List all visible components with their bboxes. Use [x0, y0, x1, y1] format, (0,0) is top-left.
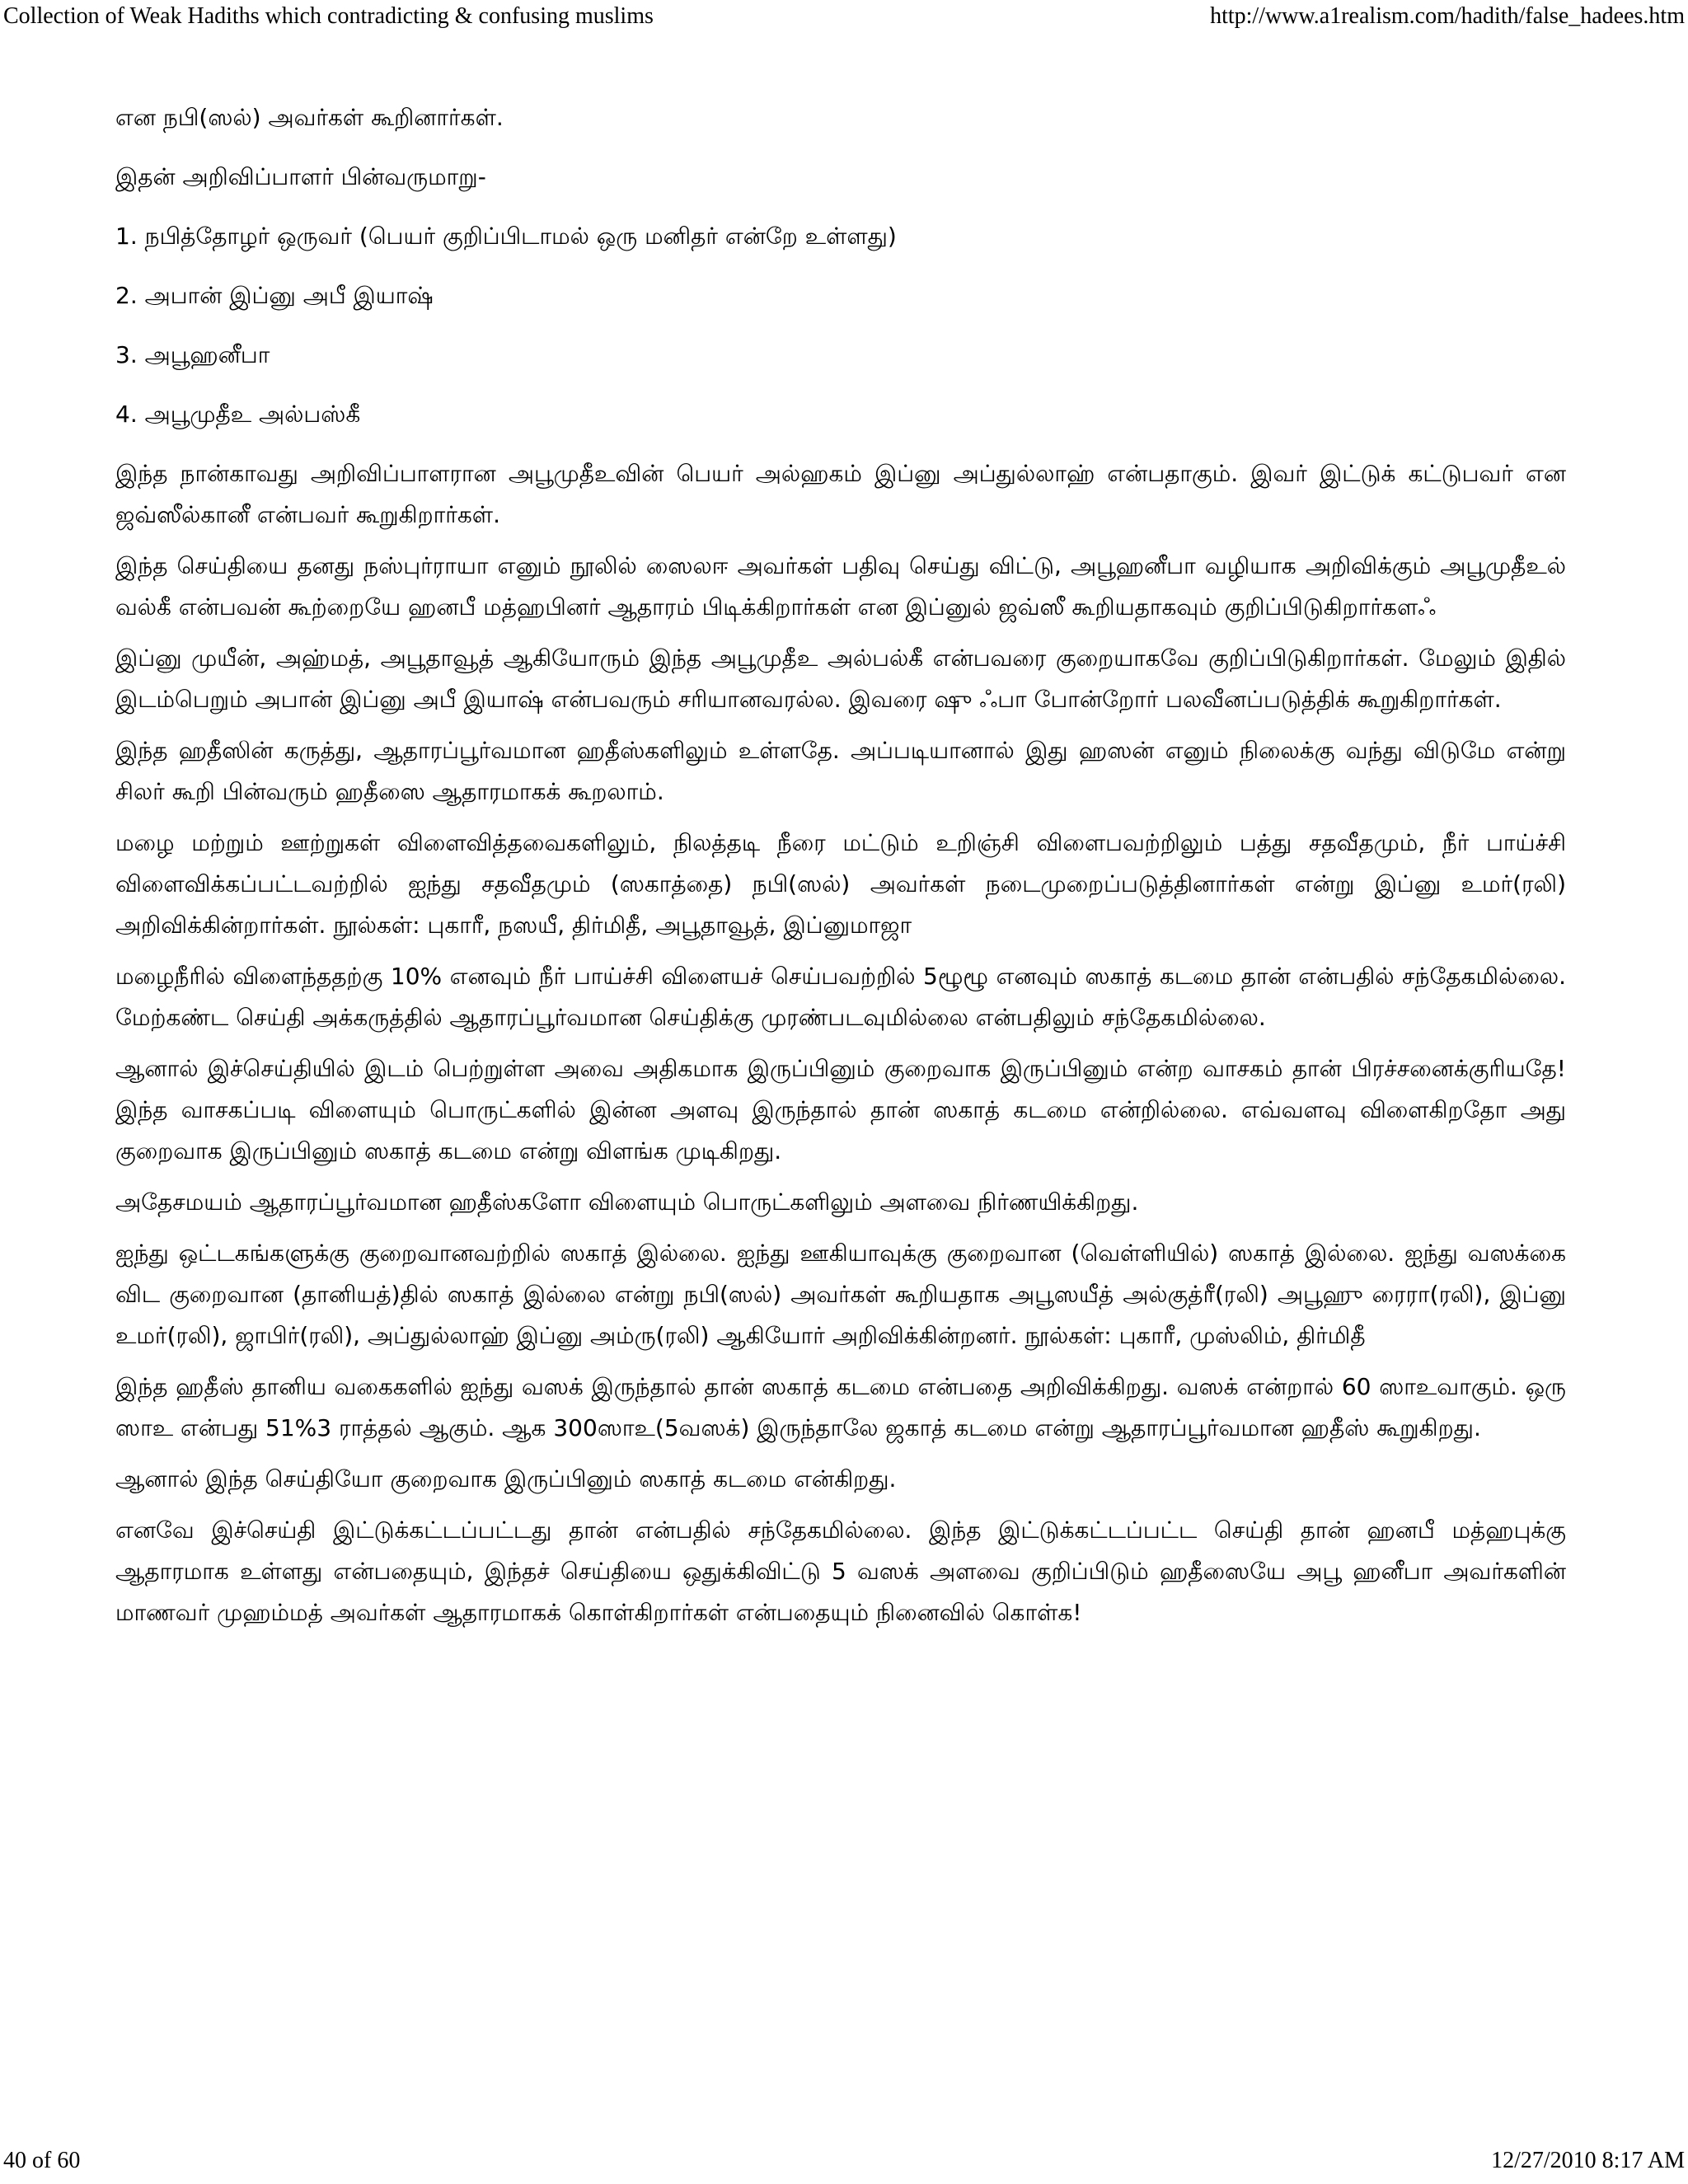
paragraph: ஐந்து ஒட்டகங்களுக்கு குறைவானவற்றில் ஸகாத் இல்லை. ஐந்து ஊகியாவுக்கு குறைவான (வெள்ளியில்) ஸகாத் இல்லை. ஐந்து வஸக்கை விட குறைவான (தானியத்)தில் ஸகாத் இல்லை என்று நபி(ஸல்) அவர்கள் கூறியதாக அபூஸயீத் அல்குத்ரீ(ரலி) அபூஹு ரைரா(ரலி), இப்னு உமர்(ரலி), ஜாபிர்(ரலி), அப்துல்லாஹ் இப்னு அம்ரு(ரலி) ஆகியோர் அறிவிக்கின்றனர். நூல்கள்: புகாரீ, முஸ்லிம், திர்மிதீ [115, 1240, 1566, 1349]
paragraph: அதேசமயம் ஆதாரப்பூர்வமான ஹதீஸ்களோ விளையும் பொருட்களிலும் அளவை நிர்ணயிக்கிறது. [115, 1188, 1139, 1216]
paragraph: இந்த நான்காவது அறிவிப்பாளரான அபூமுதீஉவின் பெயர் அல்ஹகம் இப்னு அப்துல்லாஹ் என்பதாகும். இவர் இட்டுக் கட்டுபவர் என ஜவ்ஸீல்கானீ என்பவர் கூறுகிறார்கள். [115, 460, 1566, 528]
paragraph: இந்த செய்தியை தனது நஸ்புர்ராயா எனும் நூலில் ஸைலஈ அவர்கள் பதிவு செய்து விட்டு, அபூஹனீபா வழியாக அறிவிக்கும் அபூமுதீஉல் வல்கீ என்பவன் கூற்றையே ஹனபீ மத்ஹபினர் ஆதாரம் பிடிக்கிறார்கள் என இப்னுல் ஜவ்ஸீ கூறியதாகவும் குறிப்பிடுகிறார்களஃ [115, 552, 1566, 621]
paragraph: ஆனால் இந்த செய்தியோ குறைவாக இருப்பினும் ஸகாத் கடமை என்கிறது. [115, 1465, 897, 1493]
paragraph: மழை மற்றும் ஊற்றுகள் விளைவித்தவைகளிலும், நிலத்தடி நீரை மட்டும் உறிஞ்சி விளைபவற்றிலும் பத்து சதவீதமும், நீர் பாய்ச்சி விளைவிக்கப்பட்டவற்றில் ஐந்து சதவீதமும் (ஸகாத்தை) நபி(ஸல்) அவர்கள் நடைமுறைப்படுத்தினார்கள் என்று இப்னு உமர்(ரலி) அறிவிக்கின்றார்கள். நூல்கள்: புகாரீ, நஸயீ, திர்மிதீ, அபூதாவூத், இப்னுமாஜா [115, 829, 1566, 939]
page-footer [0, 2148, 1688, 2181]
list-item-narrator-4: 4. அபூமுதீஉ அல்பஸ்கீ [115, 401, 361, 428]
document-url[interactable]: http://www.a1realism.com/hadith/false_hadees.htm [1210, 3, 1685, 29]
list-item-narrator-1: 1. நபித்தோழர் ஒருவர் (பெயர் குறிப்பிடாமல் ஒரு மனிதர் என்றே உள்ளது) [115, 223, 897, 250]
paragraph: இந்த ஹதீஸ் தானிய வகைகளில் ஐந்து வஸக் இருந்தால் தான் ஸகாத் கடமை என்பதை அறிவிக்கிறது. வஸக் என்றால் 60 ஸாஉவாகும். ஒரு ஸாஉ என்பது 51%3 ராத்தல் ஆகும். ஆக 300ஸாஉ(5வஸக்) இருந்தாலே ஜகாத் கடமை என்று ஆதாரப்பூர்வமான ஹதீஸ் கூறுகிறது. [115, 1373, 1566, 1441]
document-title: Collection of Weak Hadiths which contradicting & confusing muslims [3, 3, 654, 29]
paragraph-narrators-heading: இதன் அறிவிப்பாளர் பின்வருமாறு- [115, 163, 486, 190]
paragraph-intro: என நபி(ஸல்) அவர்கள் கூறினார்கள். [115, 104, 504, 131]
list-item-narrator-2: 2. அபான் இப்னு அபீ இயாஷ் [115, 282, 434, 309]
paragraph: இப்னு முயீன், அஹ்மத், அபூதாவூத் ஆகியோரும் இந்த அபூமுதீஉ அல்பல்கீ என்பவரை குறையாகவே குறிப்பிடுகிறார்கள். மேலும் இதில் இடம்பெறும் அபான் இப்னு அபீ இயாஷ் என்பவரும் சரியானவரல்ல. இவரை ஷு ஃபா போன்றோர் பலவீனப்படுத்திக் கூறுகிறார்கள். [115, 644, 1566, 713]
print-timestamp: 12/27/2010 8:17 AM [1491, 2148, 1685, 2173]
page-number: 40 of 60 [3, 2148, 81, 2173]
paragraph: ஆனால் இச்செய்தியில் இடம் பெற்றுள்ள அவை அதிகமாக இருப்பினும் குறைவாக இருப்பினும் என்ற வாசகம் தான் பிரச்சனைக்குரியதே! இந்த வாசகப்படி விளையும் பொருட்களில் இன்ன அளவு இருந்தால் தான் ஸகாத் கடமை என்றில்லை. எவ்வளவு விளைகிறதோ அது குறைவாக இருப்பினும் ஸகாத் கடமை என்று விளங்க முடிகிறது. [115, 1055, 1566, 1165]
page-header [0, 0, 1688, 33]
document-body [115, 97, 1566, 1643]
paragraph: இந்த ஹதீஸின் கருத்து, ஆதாரப்பூர்வமான ஹதீஸ்களிலும் உள்ளதே. அப்படியானால் இது ஹஸன் எனும் நிலைக்கு வந்து விடுமே என்று சிலர் கூறி பின்வரும் ஹதீஸை ஆதாரமாகக் கூறலாம். [115, 737, 1566, 805]
list-item-narrator-3: 3. அபூஹனீபா [115, 341, 270, 368]
paragraph: மழைநீரில் விளைந்ததற்கு 10% எனவும் நீர் பாய்ச்சி விளையச் செய்பவற்றில் 5ழூழூ எனவும் ஸகாத் கடமை தான் என்பதில் சந்தேகமில்லை. மேற்கண்ட செய்தி அக்கருத்தில் ஆதாரப்பூர்வமான செய்திக்கு முரண்படவுமில்லை என்பதிலும் சந்தேகமில்லை. [115, 963, 1566, 1031]
paragraph-conclusion: எனவே இச்செய்தி இட்டுக்கட்டப்பட்டது தான் என்பதில் சந்தேகமில்லை. இந்த இட்டுக்கட்டப்பட்ட செய்தி தான் ஹனபீ மத்ஹபுக்கு ஆதாரமாக உள்ளது என்பதையும், இந்தச் செய்தியை ஒதுக்கிவிட்டு 5 வஸக் அளவை குறிப்பிடும் ஹதீஸையே அபூ ஹனீபா அவர்களின் மாணவர் முஹம்மத் அவர்கள் ஆதாரமாகக் கொள்கிறார்கள் என்பதையும் நினைவில் கொள்க! [115, 1516, 1566, 1626]
